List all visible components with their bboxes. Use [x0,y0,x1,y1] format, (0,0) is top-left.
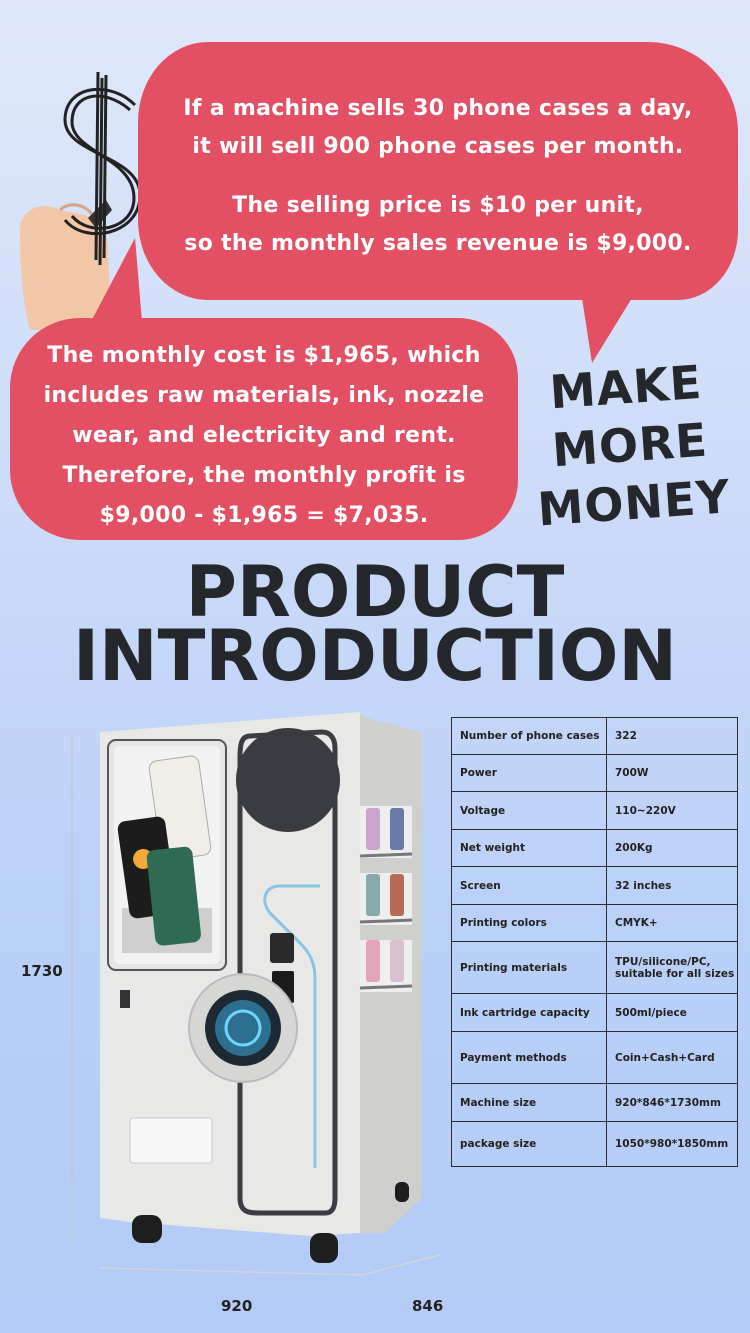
bubble-top-line-4: so the monthly sales revenue is $9,000. [184,231,692,256]
top-speech-bubble [138,42,738,300]
spec-row [452,830,738,867]
spec-value: TPU/silicone/PC, suitable for all sizes [607,942,738,994]
spec-label: Net weight [452,830,607,867]
spec-row [452,1032,738,1084]
bottom-speech-bubble [10,318,518,540]
spec-value: 200Kg [607,830,738,867]
slogan-word-1: MAKE [548,354,704,420]
spec-value: 32 inches [607,867,738,905]
height-dimension-label: 1730 [21,962,63,980]
spec-label: Power [452,755,607,792]
spec-row [452,1122,738,1167]
spec-value: 110~220V [607,792,738,830]
spec-row [452,867,738,905]
spec-row [452,718,738,755]
spec-label: package size [452,1122,607,1167]
slogan-word-2: MORE [550,412,710,478]
slogan-word-3: MONEY [535,469,733,537]
depth-dimension-label: 846 [412,1297,444,1315]
spec-label: Ink cartridge capacity [452,994,607,1032]
spec-label: Machine size [452,1084,607,1122]
bubble-top-line-2: it will sell 900 phone cases per month. [192,134,684,159]
top-bubble-tail [580,285,660,365]
heading-line-1: PRODUCT [185,551,565,633]
bubble-bottom-line-3: wear, and electricity and rent. [72,423,456,448]
spec-row [452,994,738,1032]
spec-value: 700W [607,755,738,792]
spec-value: 500ml/piece [607,994,738,1032]
spec-row [452,792,738,830]
spec-label: Screen [452,867,607,905]
bubble-top-line-3: The selling price is $10 per unit, [232,193,644,218]
spec-value: Coin+Cash+Card [607,1032,738,1084]
phone-case-vending-machine-image [60,708,440,1278]
spec-label: Printing materials [452,942,607,994]
bubble-bottom-line-5: $9,000 - $1,965 = $7,035. [99,503,429,528]
bubble-bottom-line-1: The monthly cost is $1,965, which [47,343,481,368]
spec-label: Printing colors [452,905,607,942]
spec-row [452,905,738,942]
product-introduction-heading [0,551,750,697]
spec-label: Payment methods [452,1032,607,1084]
width-dimension-label: 920 [221,1297,253,1315]
bubble-top-line-1: If a machine sells 30 phone cases a day, [183,96,693,121]
specifications-table [451,717,738,1167]
make-more-money-slogan [504,350,750,540]
spec-row [452,1084,738,1122]
bubble-bottom-line-2: includes raw materials, ink, nozzle [43,383,485,408]
heading-line-2: INTRODUCTION [73,615,677,697]
spec-row [452,942,738,994]
spec-label: Number of phone cases [452,718,607,755]
spec-value: 920*846*1730mm [607,1084,738,1122]
spec-value: 322 [607,718,738,755]
spec-row [452,755,738,792]
spec-value: CMYK+ [607,905,738,942]
spec-label: Voltage [452,792,607,830]
spec-value: 1050*980*1850mm [607,1122,738,1167]
bubble-bottom-line-4: Therefore, the monthly profit is [62,463,466,488]
